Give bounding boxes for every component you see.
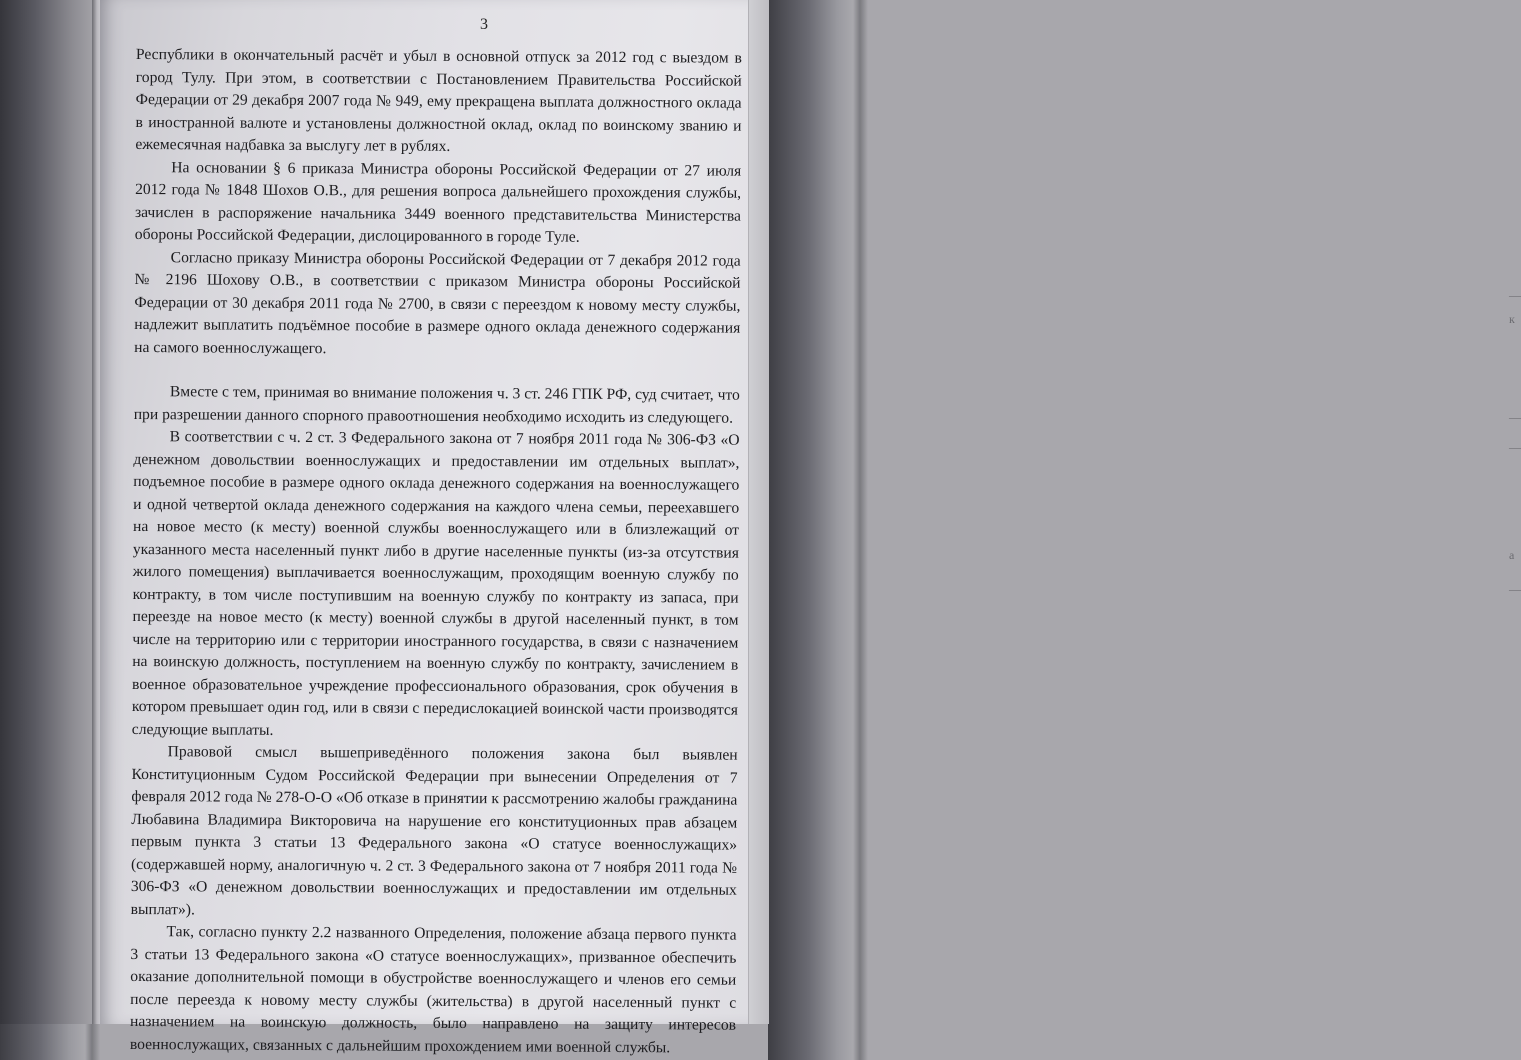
document-body [130, 44, 742, 1060]
right-edge-fragment: — [1509, 440, 1521, 454]
next-page-edge [748, 0, 1521, 1024]
right-edge-fragment: к [1509, 312, 1515, 326]
paragraph-2: На основании § 6 приказа Министра обороны Российской Федерации от 27 июля 2012 года № 1848 Шохов О.В., для решения вопроса дальнейшего прохождения службы, зачислен в распоряжение начальника 3449 военного представительства Министерства обороны Российской Федерации, дислоцированного в городе Туле. [134, 158, 742, 246]
paragraph-7: Так, согласно пункту 2.2 названного Определения, положение абзаца первого пункта 3 статьи 13 Федерального закона «О статусе военнослужащих», призванное обеспечить оказание дополнительной помощи в обустройстве военнослужащего и членов его семьи после переезда к новому месту службы (жительства) в другой населенный пункт с назначением на воинскую должность, было направлено на защиту интересов военнослужащих, связанных с дальнейшим прохождением ими военной службы. [129, 923, 737, 1056]
right-edge-fragment: а [1509, 548, 1515, 562]
right-edge-fragment: — [1509, 288, 1521, 302]
right-edge-fragment: — [1509, 410, 1521, 424]
page-number: 3 [480, 16, 488, 33]
paragraph-3: Согласно приказу Министра обороны Российской Федерации от 7 декабря 2012 года № 2196 Шохову О.В., в соответствии с приказом Министра обороны Российской Федерации от 30 декабря 2011 года № 2700, в связи с переездом к новому месту службы, надлежит выплатить подъёмное пособие в размере одного оклада денежного содержания на самого военнослужащего. [134, 248, 741, 357]
right-edge-fragment: — [1509, 582, 1521, 596]
paragraph-1: Республики в окончательный расчёт и убыл в основной отпуск за 2012 год с выездом в город Тулу. При этом, в соответствии с Постановлением Правительства Российской Федерации от 29 декабря 2007 года № 949, ему прекращена выплата должностного оклада в иностранной валюте и установлены должностной оклад, оклад по воинскому званию и ежемесячная надбавка за выслугу лет в рублях. [135, 45, 742, 155]
paragraph-5: В соответствии с ч. 2 ст. 3 Федерального закона от 7 ноября 2011 года № 306-ФЗ «О денежном довольствии военнослужащих и предоставлении им отдельных выплат», подъемное пособие в размере одного оклада денежного содержания на военнослужащего и одной четвертой оклада денежного содержания на каждого члена семьи, переехавшего на новое место (к месту) военной службы военнослужащего или в близлежащий от указанного места населенный пункт либо в другие населенные пункты (из-за отсутствия жилого помещения) выплачивается военнослужащим, проходящим военную службу по контракту, в том числе поступившим на военную службу по контракту из запаса, при переезде на новое место (к месту) военной службы в другой населенный пункт, в том числе на территорию или с территории иностранного государства, в связи с назначением на воинскую должность, поступлением на военную службу по контракту, зачислением в военное образовательное учреждение профессионального образования, срок обучения в котором превышает один год, или в связи с передислокацией воинской части производятся следующие выплаты. [131, 428, 740, 739]
paragraph-4: Вместе с тем, принимая во внимание положения ч. 3 ст. 246 ГПК РФ, суд считает, что при разрешении данного спорного правоотношения необходимо исходить из следующего. [133, 383, 740, 427]
document-page [100, 0, 748, 1056]
left-page-edge [0, 0, 96, 1024]
paragraph-6: Правовой смысл вышеприведённого положения закона был выявлен Конституционным Судом Российской Федерации при вынесении Определения от 7 февраля 2012 года № 278-О-О «Об отказе в принятии к рассмотрению жалобы гражданина Любавина Владимира Викторовича на нарушение его конституционных прав абзацем первым пункта 3 статьи 13 Федерального закона «О статусе военнослужащих» (содержавшей норму, аналогичную ч. 2 ст. 3 Федерального закона от 7 ноября 2011 года № 306-ФЗ «О денежном довольствии военнослужащих и предоставлении им отдельных выплат»). [130, 743, 738, 918]
